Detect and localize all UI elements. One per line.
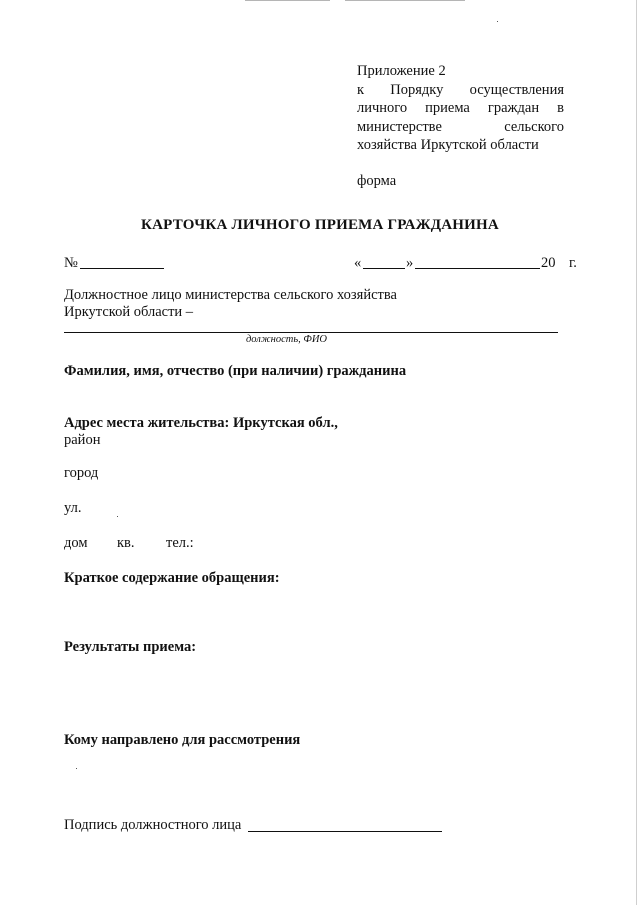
day-field-line[interactable] bbox=[363, 268, 405, 269]
quote-open: « bbox=[354, 255, 362, 271]
official-field-hint: должность, ФИО bbox=[246, 334, 327, 345]
number-sign: № bbox=[64, 255, 78, 271]
appendix-block bbox=[357, 62, 564, 190]
appendix-line: личного приема граждан в bbox=[357, 100, 564, 116]
form-label: форма bbox=[357, 172, 397, 189]
scan-artifact-line bbox=[245, 0, 330, 1]
appendix-line: министерстве сельского bbox=[357, 118, 564, 135]
appendix-title: Приложение 2 bbox=[357, 63, 446, 79]
phone-label: тел.: bbox=[166, 535, 194, 551]
sent-to-label: Кому направлено для рассмотрения bbox=[64, 732, 301, 748]
summary-label: Краткое содержание обращения: bbox=[64, 570, 280, 586]
scan-speck bbox=[76, 768, 77, 769]
official-field-line[interactable] bbox=[64, 332, 558, 333]
street-label: ул. bbox=[64, 500, 82, 516]
number-field-line[interactable] bbox=[80, 268, 164, 269]
citizen-name-label: Фамилия, имя, отчество (при наличии) гражданина bbox=[64, 363, 407, 379]
quote-close: » bbox=[406, 255, 414, 271]
appendix-line: хозяйства Иркутской области bbox=[357, 137, 539, 153]
year-suffix: г. bbox=[569, 255, 577, 271]
scan-speck bbox=[497, 21, 498, 22]
month-field-line[interactable] bbox=[415, 268, 540, 269]
address-region: Иркутская обл., bbox=[232, 415, 338, 431]
scan-edge bbox=[636, 0, 637, 905]
appendix-line: к Порядку осуществления bbox=[357, 81, 564, 98]
card-title: КАРТОЧКА ЛИЧНОГО ПРИЕМА ГРАЖДАНИНА bbox=[141, 217, 499, 233]
apartment-label: кв. bbox=[117, 535, 135, 551]
signature-label: Подпись должностного лица bbox=[64, 817, 242, 833]
official-label-2: Иркутской области – bbox=[64, 304, 194, 320]
scan-speck bbox=[117, 516, 118, 517]
official-label: Должностное лицо министерства сельского хозяйства bbox=[64, 287, 397, 303]
signature-field-line[interactable] bbox=[248, 831, 442, 832]
district-label: район bbox=[64, 432, 101, 448]
year-prefix: 20 bbox=[541, 255, 556, 271]
address-label bbox=[64, 414, 338, 433]
house-label: дом bbox=[64, 535, 88, 551]
results-label: Результаты приема: bbox=[64, 639, 197, 655]
address-label-text: Адрес места жительства: bbox=[64, 415, 230, 431]
city-label: город bbox=[64, 465, 99, 481]
scan-artifact-line bbox=[345, 0, 465, 1]
